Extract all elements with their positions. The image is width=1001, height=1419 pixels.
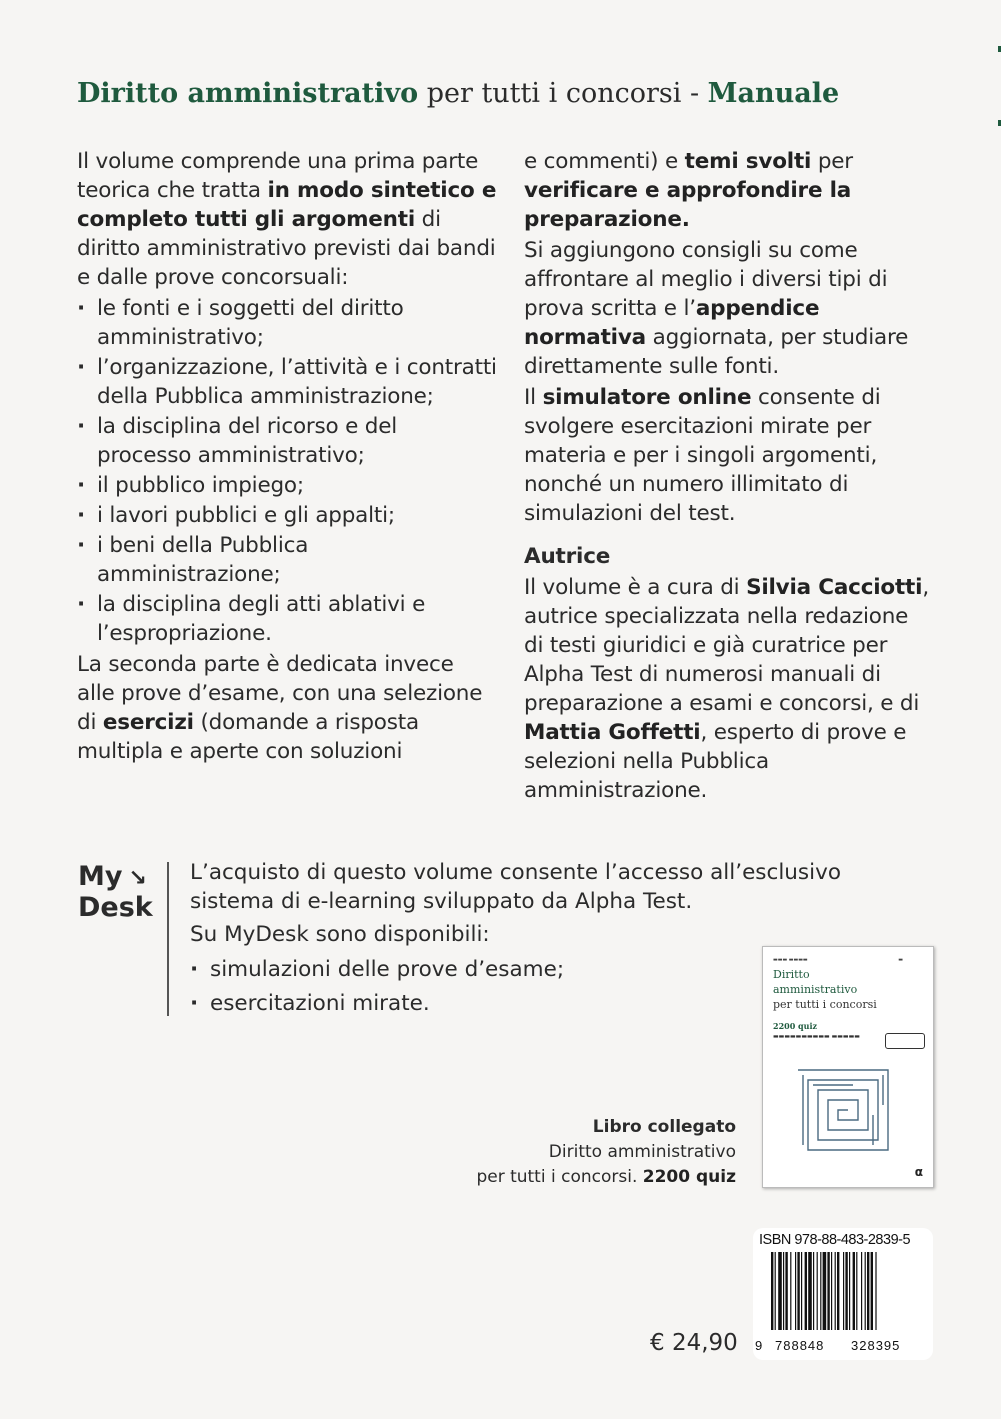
second-part-paragraph: La seconda parte è dedicata invece alle prove d’esame, con una selezione di esercizi (domande a risposta multipla e aperte con soluzioni [77, 652, 483, 764]
isbn: ISBN 978-88-483-2839-5 [759, 1232, 911, 1248]
cover-authors: ▬▬▬ ▬▬▬▬ [773, 957, 808, 963]
list-item: · la disciplina del ricorso e del processo amministrativo; [77, 412, 497, 470]
title-subject: Diritto amministrativo [77, 78, 419, 109]
maze-icon [793, 1065, 893, 1155]
list-item: · le fonti e i soggetti del diritto amministrativo; [77, 294, 497, 352]
list-item: · simulazioni delle prove d’esame; [190, 955, 890, 984]
list-item: · il pubblico impiego; [77, 471, 497, 500]
barcode-bars [763, 1252, 923, 1338]
book-cover-image [762, 946, 934, 1188]
barcode-digits-right: 328395 [851, 1338, 901, 1353]
list-item: · la disciplina degli atti ablativi e l’espropriazione. [77, 590, 497, 648]
list-item: · i beni della Pubblica amministrazione; [77, 531, 497, 589]
mydesk-available: Su MyDesk sono disponibili: [190, 922, 490, 947]
title-type: Manuale [707, 78, 840, 109]
topics-list [77, 294, 497, 648]
arrow-icon: ↘ [128, 866, 147, 891]
alpha-logo: α [914, 1165, 923, 1179]
divider [167, 862, 169, 1016]
list-item: · l’organizzazione, l’attività e i contratti della Pubblica amministrazione; [77, 353, 497, 411]
autrice-heading: Autrice [524, 544, 611, 569]
barcode [753, 1228, 933, 1360]
related-book: Libro collegato Diritto amministrativo per tutti i concorsi. 2200 quiz [476, 1117, 736, 1187]
mydesk-text: L’acquisto di questo volume consente l’accesso all’esclusivo sistema di e-learning sviluppato da Alpha Test. [190, 860, 841, 914]
list-item: · i lavori pubblici e gli appalti; [77, 501, 497, 530]
title-middle: per tutti i concorsi - [418, 78, 708, 109]
page-title [77, 78, 839, 109]
cover-tag: ▬ [898, 957, 903, 963]
simulator-paragraph: Il simulatore online consente di svolgere esercitazioni mirate per materia e per i singoli argomenti, nonché un numero illimitato di simulazioni del test. [524, 385, 881, 526]
cover-title: Diritto amministrativo per tutti i concorsi [773, 968, 877, 1011]
cover-subtitle: ▬▬▬▬▬▬▬▬▬▬ ▬▬▬▬▬ [773, 1033, 860, 1040]
intro-paragraph: Il volume comprende una prima parte teorica che tratta in modo sintetico e completo tutti gli argomenti di diritto amministrativo previsti dai bandi e dalle prove concorsuali: [77, 149, 497, 290]
barcode-digit: 9 [755, 1338, 764, 1353]
barcode-digits-left: 788848 [775, 1338, 825, 1353]
related-label: Libro collegato [592, 1117, 736, 1137]
cover-badge [885, 1033, 925, 1049]
right-column [524, 147, 934, 807]
author-paragraph: Il volume è a cura di Silvia Cacciotti, autrice specializzata nella redazione di testi giuridici e già curatrice per Alpha Test di numerosi manuali di preparazione a esami e concorsi, e di Mattia Goffetti, esperto di prove e selezioni nella Pubblica amministrazione. [524, 575, 929, 803]
price: € 24,90 [650, 1330, 738, 1356]
exercises-paragraph: e commenti) e temi svolti per verificare e approfondire la preparazione. [524, 149, 853, 232]
left-column [77, 147, 497, 768]
related-title: Diritto amministrativo [548, 1142, 736, 1162]
list-item: · esercitazioni mirate. [190, 989, 890, 1018]
advice-paragraph: Si aggiungono consigli su come affrontare al meglio i diversi tipi di prova scritta e l’appendice normativa aggiornata, per studiare direttamente sulle fonti. [524, 238, 909, 379]
cover-quiz: 2200 quiz [773, 1021, 818, 1031]
mydesk-logo: My ↘ Desk [78, 861, 153, 923]
